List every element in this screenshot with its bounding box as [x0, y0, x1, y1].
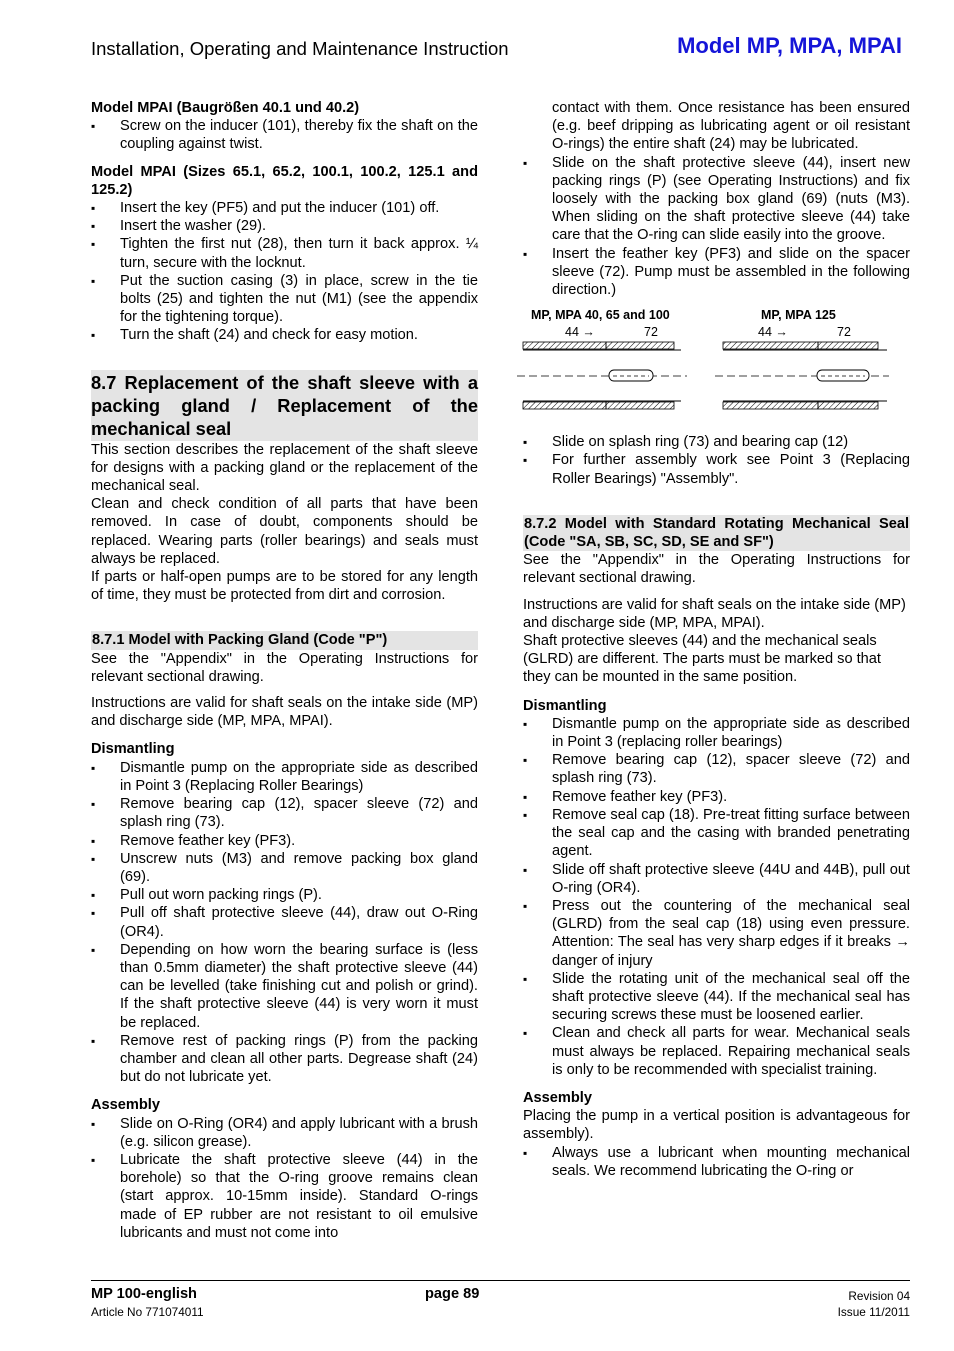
right-column	[523, 99, 910, 1180]
list-item: ▪ Remove feather key (PF3).	[523, 788, 910, 806]
subsection-paragraph-1: See the "Appendix" in the Operating Instructions for relevant sectional drawing.	[523, 552, 910, 587]
mpai-small-heading: Model MPAI (Baugrößen 40.1 und 40.2)	[91, 100, 360, 116]
continued-text: contact with them. Once resistance has been ensured (e.g. beef dripping as lubricating agent or oil resistant O-rings) the entire shaft (24) may be lubricated.	[552, 100, 910, 153]
list-item: ▪ Remove bearing cap (12), spacer sleeve (72) and splash ring (73).	[523, 751, 910, 787]
intro-paragraph-3: If parts or half-open pumps are to be stored for any length of time, they must be protected from dirt and corrosion.	[91, 569, 478, 604]
subsection-heading-872: 8.7.2 Model with Standard Rotating Mechanical Seal (Code "SA, SB, SC, SD, SE and SF")	[524, 515, 909, 551]
assembly-intro: Placing the pump in a vertical position is advantageous for assembly).	[523, 1108, 910, 1143]
list-item: ▪ Lubricate the shaft protective sleeve (44) in the borehole) so that the O-ring groove remains clean (start approx. 10-15mm inside). Standard O-rings made of EP rubber are not resistant to oil emulsive lubricants and must not come into	[91, 1151, 478, 1242]
list-item: ▪ Insert the feather key (PF3) and slide on the spacer sleeve (72). Pump must be assembled in the following direction.)	[523, 245, 910, 300]
list-item: ▪ Turn the shaft (24) and check for easy motion.	[91, 326, 478, 344]
assembly-heading: Assembly	[91, 1097, 160, 1114]
sleeve-direction-diagram	[517, 307, 910, 427]
list-item: ▪ Always use a lubricant when mounting mechanical seals. We recommend lubricating the O-ring or	[523, 1144, 910, 1180]
subsection-paragraph-3: Shaft protective sleeves (44) and the mechanical seals (GLRD) are different. The parts must be marked so that they can be mounted in the same position.	[523, 633, 881, 686]
diagram-right-label-44: 44 →	[758, 325, 788, 340]
footer-article: Article No 771074011	[91, 1305, 204, 1319]
list-item: ▪ Pull out worn packing rings (P).	[91, 886, 478, 904]
footer-issue: Issue 11/2011	[837, 1305, 910, 1319]
dismantling-heading: Dismantling	[523, 697, 607, 714]
assembly-heading: Assembly	[523, 1089, 592, 1106]
list-item: ▪ For further assembly work see Point 3 (Replacing Roller Bearings) "Assembly".	[523, 451, 910, 487]
list-item: ▪ Put the suction casing (3) in place, screw in the tie bolts (25) and tighten the nut (M1) (see the appendix for the tightening torque).	[91, 272, 478, 327]
list-item: ▪ Dismantle pump on the appropriate side as described in Point 3 (replacing roller bearings)	[523, 715, 910, 751]
footer-document: MP 100-english	[91, 1286, 197, 1302]
list-item: ▪ Screw on the inducer (101), thereby fix the shaft on the coupling against twist.	[91, 117, 478, 153]
list-item: ▪ Tighten the first nut (28), then turn it back approx. ¼ turn, secure with the locknut.	[91, 235, 478, 271]
dismantling-heading: Dismantling	[91, 741, 175, 758]
assembly-list	[91, 1115, 478, 1242]
mpai-small-list	[91, 117, 478, 153]
list-item: ▪ Depending on how worn the bearing surface is (less than 0.5mm diameter) the shaft protective sleeve (44) can be levelled (take finishing cut and polish or grind). If the shaft protective sleeve (44) is very worn it must be replaced.	[91, 941, 478, 1032]
left-sleeve-drawing	[517, 342, 687, 409]
list-item: ▪ Remove feather key (PF3).	[91, 832, 478, 850]
footer-divider	[91, 1280, 910, 1281]
list-item: ▪ Dismantle pump on the appropriate side as described in Point 3 (Replacing Roller Bearings)	[91, 759, 478, 795]
subsection-paragraph-2: Instructions are valid for shaft seals on the intake side (MP) and discharge side (MP, MPA, MPAI).	[91, 695, 478, 730]
list-item: ▪ Remove seal cap (18). Pre-treat fitting surface between the seal cap and the casing with branded penetrating agent.	[523, 806, 910, 861]
subsection-heading-871: 8.7.1 Model with Packing Gland (Code "P")	[91, 631, 478, 649]
list-item: ▪ Remove rest of packing rings (P) from the packing chamber and clean all other parts. Degrease shaft (24) but do not lubricate yet.	[91, 1032, 478, 1087]
intro-paragraph-2: Clean and check condition of all parts that have been removed. In case of doubt, components should be replaced. Wearing parts (roller bearings) and seals must always be replaced.	[91, 496, 478, 567]
assembly-continued-list	[523, 154, 910, 300]
right-sleeve-drawing	[715, 342, 889, 409]
list-item: ▪ Clean and check all parts for wear. Mechanical seals must always be replaced. Repairing mechanical seals is only to be recommended with specialist training.	[523, 1024, 910, 1079]
subsection-paragraph-1: See the "Appendix" in the Operating Instructions for relevant sectional drawing.	[91, 650, 478, 685]
diagram-right-label-72: 72	[837, 325, 851, 340]
list-item: ▪ Press out the countering of the mechanical seal (GLRD) from the seal cap (18) using even pressure. Attention: The seal has very sharp edges if it breaks → danger of injury	[523, 897, 910, 970]
list-item: ▪ Insert the washer (29).	[91, 217, 478, 235]
diagram-left-label-44: 44 →	[565, 325, 595, 340]
left-column	[91, 99, 478, 1242]
list-item: ▪ Slide on splash ring (73) and bearing cap (12)	[523, 433, 910, 451]
dismantling-list	[91, 759, 478, 1087]
list-item: ▪ Insert the key (PF5) and put the inducer (101) off.	[91, 199, 478, 217]
list-item: ▪ Slide on the shaft protective sleeve (44), insert new packing rings (P) (see Operating Instructions) and fix loosely with the packing box gland (69) (nuts (M3). When sliding on the shaft protective sleeve (44) take care that the O-ring can slide easily into the groove.	[523, 154, 910, 245]
list-item: ▪ Unscrew nuts (M3) and remove packing box gland (69).	[91, 850, 478, 886]
list-item: ▪ Slide the rotating unit of the mechanical seal off the shaft protective sleeve (44). If the mechanical seal has securing screws these must be loosened earlier.	[523, 970, 910, 1025]
list-item: ▪ Slide off shaft protective sleeve (44U and 44B), pull out O-ring (OR4).	[523, 861, 910, 897]
list-item: ▪ Pull off shaft protective sleeve (44), draw out O-Ring (OR4).	[91, 904, 478, 940]
list-item: ▪ Slide on O-Ring (OR4) and apply lubricant with a brush (e.g. silicon grease).	[91, 1115, 478, 1151]
mpai-large-heading: Model MPAI (Sizes 65.1, 65.2, 100.1, 100.2, 125.1 and 125.2)	[91, 163, 478, 198]
mpai-large-list	[91, 199, 478, 345]
dismantling-list	[523, 715, 910, 1079]
intro-paragraph-1: This section describes the replacement of the shaft sleeve for designs with a packing gland or the replacement of the mechanical seal.	[91, 441, 478, 495]
assembly-list	[523, 1144, 910, 1180]
after-diagram-list	[523, 433, 910, 488]
diagram-right-title: MP, MPA 125	[761, 308, 836, 323]
header-model: Model MP, MPA, MPAI	[677, 33, 902, 58]
section-heading: 8.7 Replacement of the shaft sleeve with a packing gland / Replacement of the mechanical seal	[91, 371, 478, 439]
footer-page-number: page 89	[425, 1286, 480, 1302]
header-title: Installation, Operating and Maintenance Instruction	[91, 38, 509, 59]
diagram-left-label-72: 72	[644, 325, 658, 340]
list-item: ▪ Remove bearing cap (12), spacer sleeve (72) and splash ring (73).	[91, 795, 478, 831]
footer-revision: Revision 04	[848, 1289, 910, 1303]
diagram-left-title: MP, MPA 40, 65 and 100	[531, 308, 670, 323]
subsection-paragraph-2: Instructions are valid for shaft seals on the intake side (MP) and discharge side (MP, MPA, MPAI).	[523, 596, 906, 631]
sleeve-diagram-svg	[517, 307, 917, 427]
